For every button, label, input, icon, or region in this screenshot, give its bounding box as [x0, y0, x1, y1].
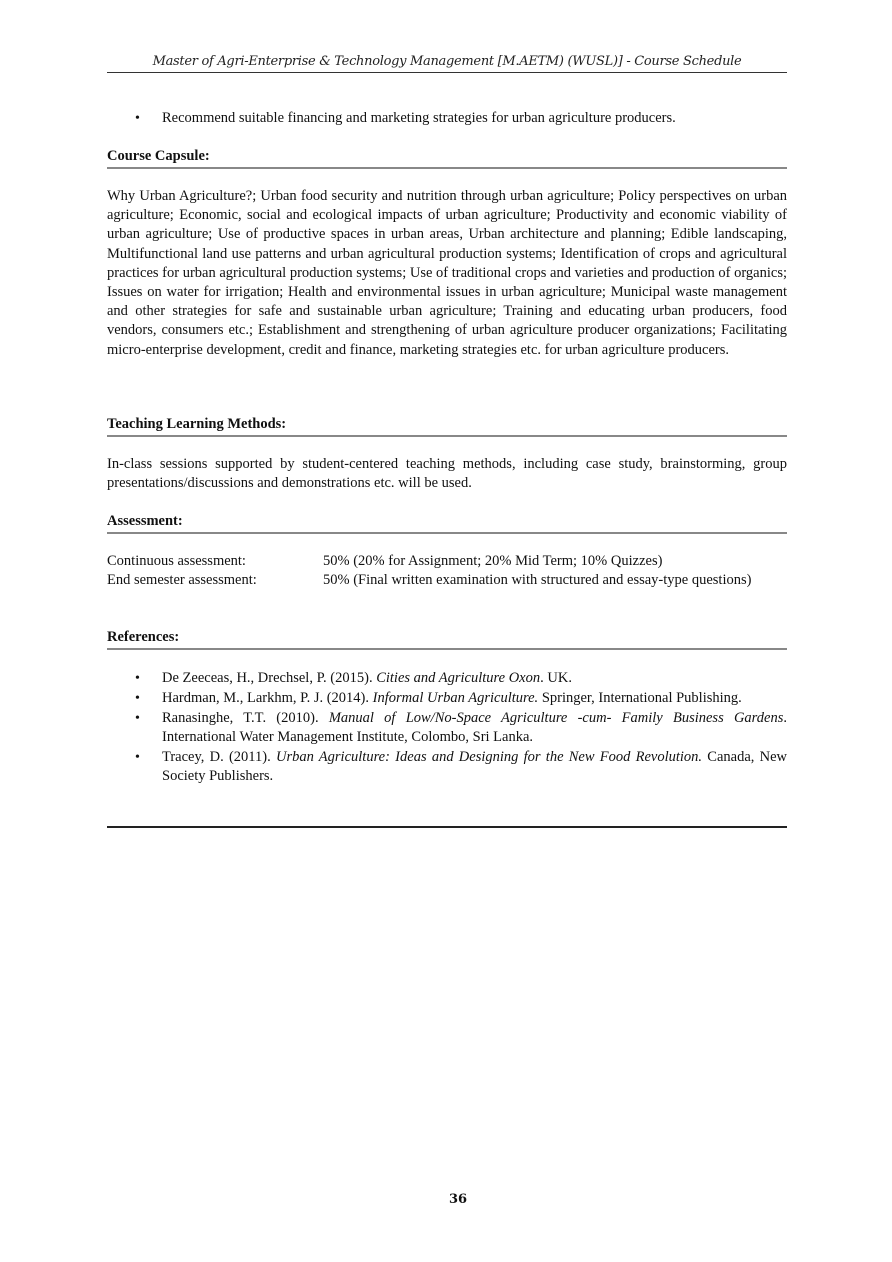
reference-title: Manual of Low/No-Space Agriculture -cum- Family Business Gardens	[328, 709, 784, 726]
running-header: Master of Agri-Enterprise & Technology Management [M.AETM) (WUSL)] - Course Schedule	[152, 54, 742, 69]
assessment-label: End semester assessment:	[107, 572, 257, 589]
reference-authors: Tracey, D. (2011).	[162, 748, 276, 765]
reference-item	[107, 709, 787, 748]
reference-publisher: . International Water Management Institute, Colombo, Sri Lanka.	[162, 709, 787, 745]
assessment-table	[107, 552, 787, 590]
section-end-rule	[107, 826, 787, 828]
teaching-methods-heading: Teaching Learning Methods:	[107, 416, 787, 437]
assessment-value: 50% (Final written examination with structured and essay-type questions)	[323, 572, 752, 589]
assessment-heading: Assessment:	[107, 513, 787, 534]
assessment-label: Continuous assessment:	[107, 553, 246, 569]
reference-authors: Ranasinghe, T.T. (2010).	[162, 709, 329, 726]
teaching-methods-text: In-class sessions supported by student-centered teaching methods, including case study, brainstorming, group presentations/discussions and demonstrations etc. will be used.	[107, 456, 787, 492]
objective-item: • Recommend suitable financing and marketing strategies for urban agriculture producers.	[107, 109, 787, 128]
references-heading: References:	[107, 629, 787, 650]
reference-title: Urban Agriculture: Ideas and Designing for the New Food Revolution.	[275, 748, 703, 765]
objectives-list	[107, 109, 787, 128]
reference-item	[107, 748, 787, 787]
reference-item	[107, 669, 787, 688]
assessment-row	[107, 552, 787, 571]
page-number: 36	[448, 1192, 468, 1207]
reference-authors: Hardman, M., Larkhm, P. J. (2014).	[162, 689, 373, 706]
reference-publisher: Springer, International Publishing.	[538, 689, 742, 706]
course-capsule-text: Why Urban Agriculture?; Urban food security and nutrition through urban agriculture; Policy perspectives on urban agriculture; Economic, social and ecological impacts of urban agriculture; Productivity and economic viability of urban agriculture; Use of productive spaces in urban areas, Urban architecture and planning; Edible landscaping, Multifunctional land use patterns and urban agricultural production systems; Identification of crops and agricultural practices for urban agricultural production systems; Use of traditional crops and varieties and production of organics; Issues on water for irrigation; Health and environmental issues in urban agriculture; Municipal waste management and other strategies for safe and sustainable urban agriculture; Training and educating urban producers, food vendors, consumers etc.; Establishment and strengthening of urban agriculture producer organizations; Facilitating micro-enterprise development, credit and finance, marketing strategies etc. for urban agriculture producers.	[107, 188, 787, 358]
reference-item	[107, 689, 787, 708]
reference-authors: De Zeeceas, H., Drechsel, P. (2015).	[162, 670, 377, 686]
assessment-value: 50% (20% for Assignment; 20% Mid Term; 10% Quizzes)	[323, 553, 663, 569]
reference-title: Informal Urban Agriculture.	[372, 689, 539, 706]
reference-title: Cities and Agriculture Oxon	[376, 670, 541, 686]
header-rule	[107, 72, 787, 73]
assessment-row	[107, 571, 787, 590]
references-list	[107, 669, 787, 787]
course-capsule-heading: Course Capsule:	[107, 148, 787, 169]
reference-publisher: . UK.	[540, 670, 572, 686]
reference-publisher: Canada, New Society Publishers.	[162, 748, 787, 784]
